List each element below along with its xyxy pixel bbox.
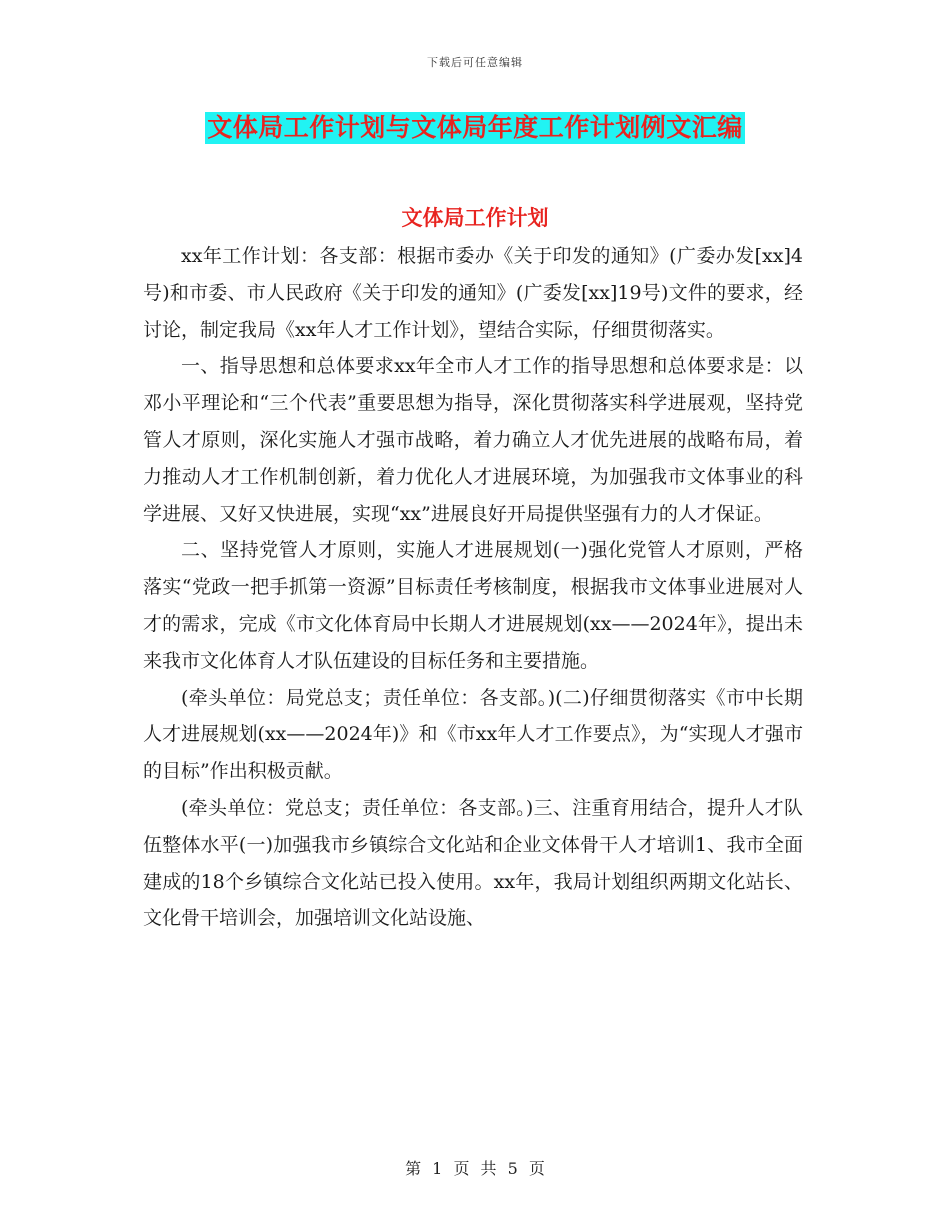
paragraph: (牵头单位：局党总支；责任单位：各支部。)(二)仔细贯彻落实《市中长期人才进展规划(xx——2024年)》和《市xx年人才工作要点》，为“实现人才强市的目标”作出积极贡献。 <box>143 686 803 783</box>
paragraph: xx年工作计划：各支部：根据市委办《关于印发的通知》(广委办发[xx]4号)和市委、市人民政府《关于印发的通知》(广委发[xx]19号)文件的要求，经讨论，制定我局《xx年人才工作计划》，望结合实际，仔细贯彻落实。 <box>143 245 803 341</box>
paragraph: 二、坚持党管人才原则，实施人才进展规划(一)强化党管人才原则，严格落实“党政一把手抓第一资源”目标责任考核制度，根据我市文体事业进展对人才的需求，完成《市文化体育局中长期人才进展规划(xx——2024年》，提出未来我市文化体育人才队伍建设的目标任务和主要措施。 <box>143 539 803 672</box>
document-title: 文体局工作计划与文体局年度工作计划例文汇编 <box>207 113 743 142</box>
page-number: 第 1 页 共 5 页 <box>405 1159 545 1178</box>
document-body <box>143 238 803 937</box>
page-header-note: 下载后可任意编辑 <box>427 56 523 69</box>
document-title-container <box>0 112 950 144</box>
paragraph: 一、指导思想和总体要求xx年全市人才工作的指导思想和总体要求是：以邓小平理论和“三个代表”重要思想为指导，深化贯彻落实科学进展观，坚持党管人才原则，深化实施人才强市战略，着力确立人才优先进展的战略布局，着力推动人才工作机制创新，着力优化人才进展环境，为加强我市文体事业的科学进展、又好又快进展，实现“xx”进展良好开局提供坚强有力的人才保证。 <box>143 355 803 525</box>
section-title: 文体局工作计划 <box>401 206 549 230</box>
paragraph: (牵头单位：党总支；责任单位：各支部。)三、注重育用结合，提升人才队伍整体水平(一)加强我市乡镇综合文化站和企业文体骨干人才培训1、我市全面建成的18个乡镇综合文化站已投入使用。xx年，我局计划组织两期文化站长、文化骨干培训会，加强培训文化站设施、 <box>143 796 803 930</box>
